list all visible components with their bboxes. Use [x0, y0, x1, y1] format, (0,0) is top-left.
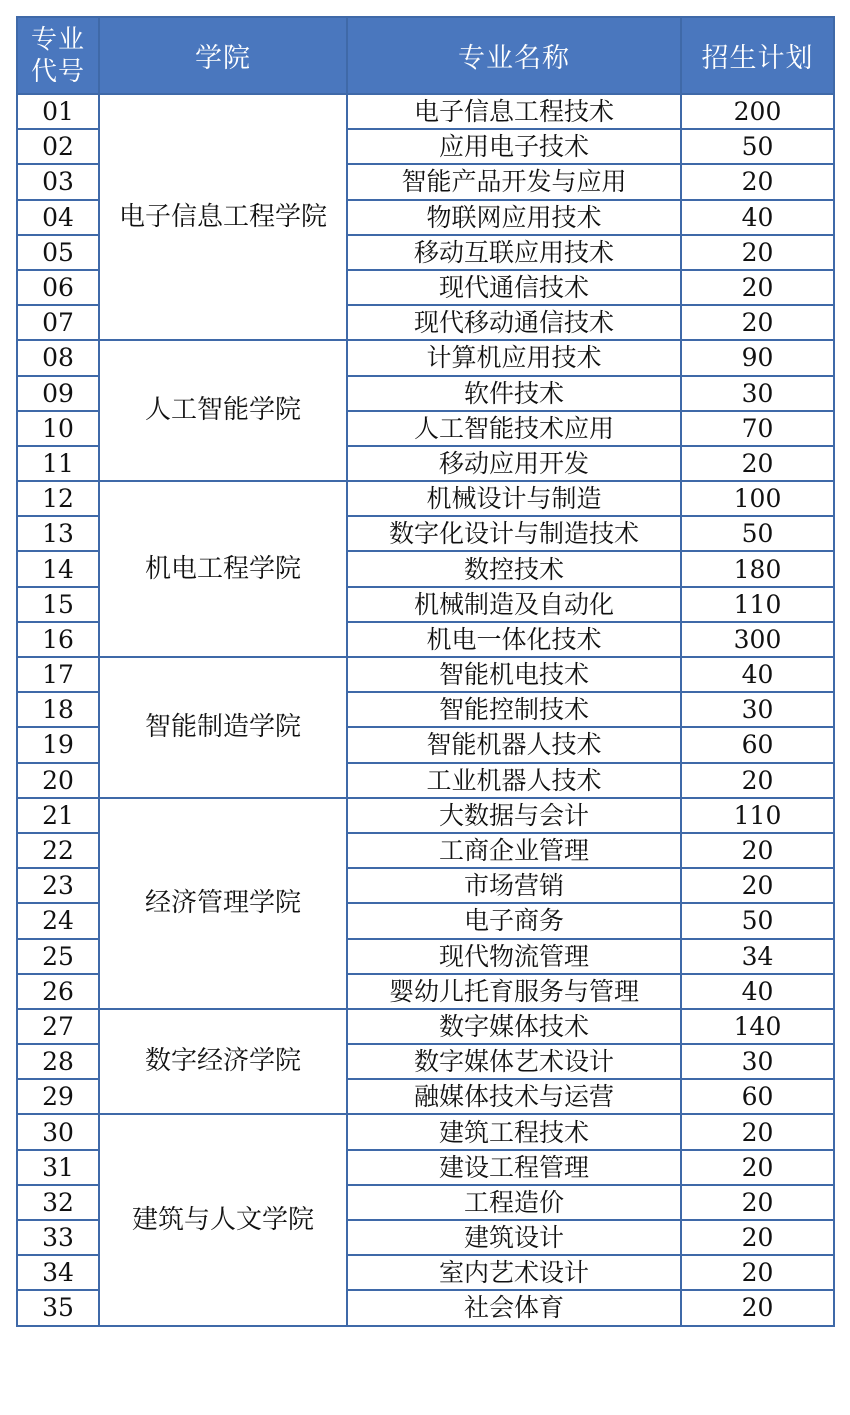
major-name-cell: 智能机电技术 [347, 657, 681, 692]
enrollment-plan-cell: 20 [681, 1114, 834, 1149]
table-row [17, 1009, 834, 1044]
table-body [17, 94, 834, 1326]
header-enrollment-plan: 招生计划 [681, 17, 834, 94]
enrollment-plan-cell: 30 [681, 1044, 834, 1079]
major-name-cell: 数字媒体技术 [347, 1009, 681, 1044]
major-code-cell: 34 [17, 1255, 99, 1290]
enrollment-plan-table-container [16, 16, 835, 1327]
enrollment-plan-cell: 20 [681, 235, 834, 270]
enrollment-plan-cell: 34 [681, 939, 834, 974]
major-name-cell: 机电一体化技术 [347, 622, 681, 657]
major-code-cell: 01 [17, 94, 99, 129]
enrollment-plan-cell: 20 [681, 1290, 834, 1325]
enrollment-plan-table [16, 16, 835, 1327]
college-cell: 人工智能学院 [99, 340, 347, 481]
major-code-cell: 26 [17, 974, 99, 1009]
major-name-cell: 人工智能技术应用 [347, 411, 681, 446]
major-code-cell: 08 [17, 340, 99, 375]
major-name-cell: 机械设计与制造 [347, 481, 681, 516]
college-cell: 数字经济学院 [99, 1009, 347, 1115]
major-name-cell: 移动互联应用技术 [347, 235, 681, 270]
major-code-cell: 22 [17, 833, 99, 868]
major-code-cell: 05 [17, 235, 99, 270]
major-name-cell: 软件技术 [347, 376, 681, 411]
table-row [17, 798, 834, 833]
major-name-cell: 社会体育 [347, 1290, 681, 1325]
major-name-cell: 电子信息工程技术 [347, 94, 681, 129]
major-code-cell: 32 [17, 1185, 99, 1220]
header-major-code [17, 17, 99, 94]
header-code-line1: 专业 [30, 24, 85, 55]
major-code-cell: 04 [17, 200, 99, 235]
major-name-cell: 数控技术 [347, 551, 681, 586]
enrollment-plan-cell: 20 [681, 1185, 834, 1220]
major-code-cell: 11 [17, 446, 99, 481]
enrollment-plan-cell: 20 [681, 1150, 834, 1185]
college-cell: 智能制造学院 [99, 657, 347, 798]
header-row [17, 17, 834, 94]
college-cell: 电子信息工程学院 [99, 94, 347, 340]
major-name-cell: 工商企业管理 [347, 833, 681, 868]
major-name-cell: 数字化设计与制造技术 [347, 516, 681, 551]
major-name-cell: 室内艺术设计 [347, 1255, 681, 1290]
major-name-cell: 应用电子技术 [347, 129, 681, 164]
table-header [17, 17, 834, 94]
major-code-cell: 03 [17, 164, 99, 199]
major-code-cell: 14 [17, 551, 99, 586]
major-code-cell: 31 [17, 1150, 99, 1185]
enrollment-plan-cell: 40 [681, 974, 834, 1009]
enrollment-plan-cell: 40 [681, 200, 834, 235]
enrollment-plan-cell: 20 [681, 164, 834, 199]
enrollment-plan-cell: 100 [681, 481, 834, 516]
major-code-cell: 30 [17, 1114, 99, 1149]
enrollment-plan-cell: 20 [681, 446, 834, 481]
enrollment-plan-cell: 20 [681, 270, 834, 305]
enrollment-plan-cell: 140 [681, 1009, 834, 1044]
major-code-cell: 15 [17, 587, 99, 622]
major-name-cell: 智能产品开发与应用 [347, 164, 681, 199]
major-code-cell: 23 [17, 868, 99, 903]
major-name-cell: 计算机应用技术 [347, 340, 681, 375]
major-name-cell: 现代物流管理 [347, 939, 681, 974]
major-name-cell: 智能机器人技术 [347, 727, 681, 762]
major-code-cell: 13 [17, 516, 99, 551]
major-name-cell: 移动应用开发 [347, 446, 681, 481]
enrollment-plan-cell: 30 [681, 376, 834, 411]
major-code-cell: 06 [17, 270, 99, 305]
major-name-cell: 现代通信技术 [347, 270, 681, 305]
table-row [17, 657, 834, 692]
major-name-cell: 现代移动通信技术 [347, 305, 681, 340]
enrollment-plan-cell: 30 [681, 692, 834, 727]
major-name-cell: 建设工程管理 [347, 1150, 681, 1185]
major-code-cell: 18 [17, 692, 99, 727]
enrollment-plan-cell: 20 [681, 1220, 834, 1255]
enrollment-plan-cell: 110 [681, 587, 834, 622]
major-code-cell: 07 [17, 305, 99, 340]
enrollment-plan-cell: 110 [681, 798, 834, 833]
college-cell: 机电工程学院 [99, 481, 347, 657]
major-code-cell: 29 [17, 1079, 99, 1114]
enrollment-plan-cell: 180 [681, 551, 834, 586]
enrollment-plan-cell: 300 [681, 622, 834, 657]
table-row [17, 481, 834, 516]
major-code-cell: 09 [17, 376, 99, 411]
major-code-cell: 19 [17, 727, 99, 762]
major-code-cell: 33 [17, 1220, 99, 1255]
enrollment-plan-cell: 20 [681, 763, 834, 798]
major-name-cell: 数字媒体艺术设计 [347, 1044, 681, 1079]
major-code-cell: 28 [17, 1044, 99, 1079]
major-code-cell: 24 [17, 903, 99, 938]
table-row [17, 94, 834, 129]
enrollment-plan-cell: 200 [681, 94, 834, 129]
major-name-cell: 物联网应用技术 [347, 200, 681, 235]
major-name-cell: 融媒体技术与运营 [347, 1079, 681, 1114]
header-code-line2: 代号 [30, 56, 85, 87]
major-code-cell: 12 [17, 481, 99, 516]
major-code-cell: 35 [17, 1290, 99, 1325]
enrollment-plan-cell: 50 [681, 129, 834, 164]
major-name-cell: 建筑设计 [347, 1220, 681, 1255]
major-code-cell: 16 [17, 622, 99, 657]
enrollment-plan-cell: 70 [681, 411, 834, 446]
college-cell: 经济管理学院 [99, 798, 347, 1009]
major-name-cell: 婴幼儿托育服务与管理 [347, 974, 681, 1009]
enrollment-plan-cell: 50 [681, 516, 834, 551]
enrollment-plan-cell: 60 [681, 1079, 834, 1114]
major-code-cell: 20 [17, 763, 99, 798]
major-code-cell: 17 [17, 657, 99, 692]
major-name-cell: 工业机器人技术 [347, 763, 681, 798]
major-code-cell: 02 [17, 129, 99, 164]
major-code-cell: 21 [17, 798, 99, 833]
header-college: 学院 [99, 17, 347, 94]
enrollment-plan-cell: 60 [681, 727, 834, 762]
major-name-cell: 市场营销 [347, 868, 681, 903]
major-name-cell: 建筑工程技术 [347, 1114, 681, 1149]
enrollment-plan-cell: 20 [681, 1255, 834, 1290]
major-name-cell: 机械制造及自动化 [347, 587, 681, 622]
enrollment-plan-cell: 20 [681, 833, 834, 868]
major-name-cell: 工程造价 [347, 1185, 681, 1220]
major-name-cell: 电子商务 [347, 903, 681, 938]
enrollment-plan-cell: 20 [681, 868, 834, 903]
major-name-cell: 智能控制技术 [347, 692, 681, 727]
table-row [17, 340, 834, 375]
major-code-cell: 27 [17, 1009, 99, 1044]
major-code-cell: 10 [17, 411, 99, 446]
enrollment-plan-cell: 20 [681, 305, 834, 340]
college-cell: 建筑与人文学院 [99, 1114, 347, 1325]
major-code-cell: 25 [17, 939, 99, 974]
enrollment-plan-cell: 40 [681, 657, 834, 692]
enrollment-plan-cell: 90 [681, 340, 834, 375]
header-major-name: 专业名称 [347, 17, 681, 94]
major-name-cell: 大数据与会计 [347, 798, 681, 833]
table-row [17, 1114, 834, 1149]
enrollment-plan-cell: 50 [681, 903, 834, 938]
